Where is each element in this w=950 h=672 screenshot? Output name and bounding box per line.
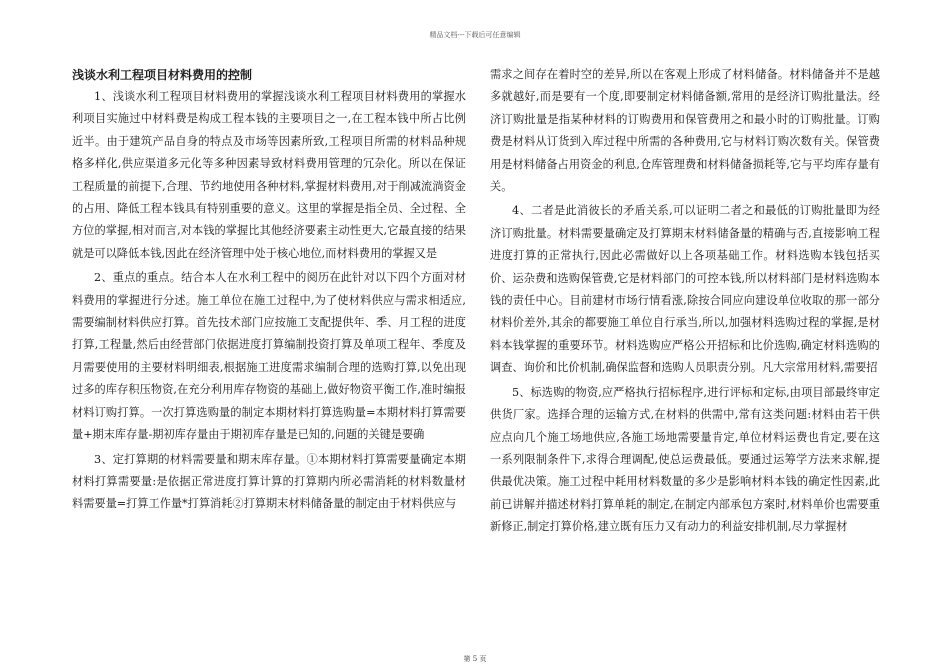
paragraph-3: 3、定打算期的材料需要量和期末库存量。①本期材料打算需要量确定本期材料打算需要量:是依据正常进度打算计算的打算期内所必需消耗的材料数量材料需要量=打算工作量*打算消耗②打算期末材料储备量的制定由于材料供应与 [72, 452, 466, 511]
paragraph-4: 4、二者是此消彼长的矛盾关系,可以证明二者之和最低的订购批量即为经济订购批量。材料需要量确定及打算期末材料储备量的精确与否,直接影响工程进度打算的正常执行,因此必需做好以上各项基础工作。材料选购本钱包括买价、运杂费和选购保管费,它是材料部门的可控本钱,所以材料部门是材料选购本钱的责任中心。目前建材市场行情看涨,除按合同应向建设单位收取的那一部分材料价差外,其余的都要施工单位自行承当,所以,加强材料选购过程的掌握,是材料本钱掌握的重要环节。材料选购应严格公开招标和比价选购,确定材料选购的调查、询价和比价机制,确保监督和选购人员职责分别。凡大宗常用材料,需要招 [490, 204, 880, 375]
page-number: 第 5 页 [463, 655, 487, 663]
paragraph-5: 5、标选购的物资,应严格执行招标程序,进行评标和定标,由项目部最终审定供货厂家。选择合理的运输方式,在材料的供需中,常有这类问题:材料由若干供应点向几个施工场地供应,各施工场地需要量肯定,单位材料运费也肯定,要在这一系列限制条件下,求得合理调配,使总运费最低。要通过运筹学方法来求解,提供最优决策。施工过程中耗用材料数量的多少是影响材料本钱的确定性因素,此前已讲解并描述材料打算单耗的制定,在制定内部承包方案时,材料单价也需要重新修正,制定打算价格,建立既有压力又有动力的利益安排机制,尽力掌握材 [490, 385, 880, 534]
left-column [72, 64, 466, 516]
paragraph-2: 2、重点的重点。结合本人在水利工程中的阅历在此针对以下四个方面对材料费用的掌握进行分述。施工单位在施工过程中,为了使材料供应与需求相适应,需要编制材料供应打算。首先技术部门应按施工支配提供年、季、月工程的进度打算,工程量,然后由经营部门依据进度打算编制投资打算及单项工程年、季度及月需要使用的主要材料明细表,根据施工进度需求编制合理的选购打算,以免出现过多的库存积压物资,在充分利用库存物资的基础上,做好物资平衡工作,准时编报材料订购打算。一次打算选购量的制定本期材料打算选购量=本期材料打算需要量+期末库存量-期初库存量由于期初库存量是已知的,问题的关键是要确 [72, 271, 466, 442]
paragraph-1: 1、浅谈水利工程项目材料费用的掌握浅谈水利工程项目材料费用的掌握水利项目实施过中材料费是构成工程本钱的主要项目之一,在工程本钱中所占比例近半。由于建筑产品自身的特点及市场等因素所致,工程项目所需的材料品种规格多样化,供应渠道多元化等多种因素导致材料费用管理的冗杂化。所以在保证工程质量的前提下,合理、节约地使用各种材料,掌握材料费用,对于削减流淌资金的占用、降低工程本钱具有特别重要的意义。这里的掌握是指全员、全过程、全方位的掌握,相对而言,对本钱的掌握比其他经济要素主动性更大,它最直接的结果就是可以降低本钱,因此在经济管理中处于核心地位,而材料费用的掌握又是 [72, 90, 466, 260]
document-title: 浅谈水利工程项目材料费用的控制 [72, 68, 253, 82]
page-header: 精品文档---下载后可任意编辑 [429, 31, 521, 39]
paragraph-3-continued: 需求之间存在着时空的差异,所以在客观上形成了材料储备。材料储备并不是越多就越好,而是要有一个度,即要制定材料储备额,常用的是经济订购批量法。经济订购批量是指某种材料的订购费用和保管费用之和最小时的订购批量。订购费是材料从订货到入库过程中所需的各种费用,它与材料订购次数有关。保管费用是材料储备占用资金的利息,仓库管理费和材料储备损耗等,它与平均库存量有关。 [490, 68, 880, 194]
right-column [490, 64, 880, 539]
